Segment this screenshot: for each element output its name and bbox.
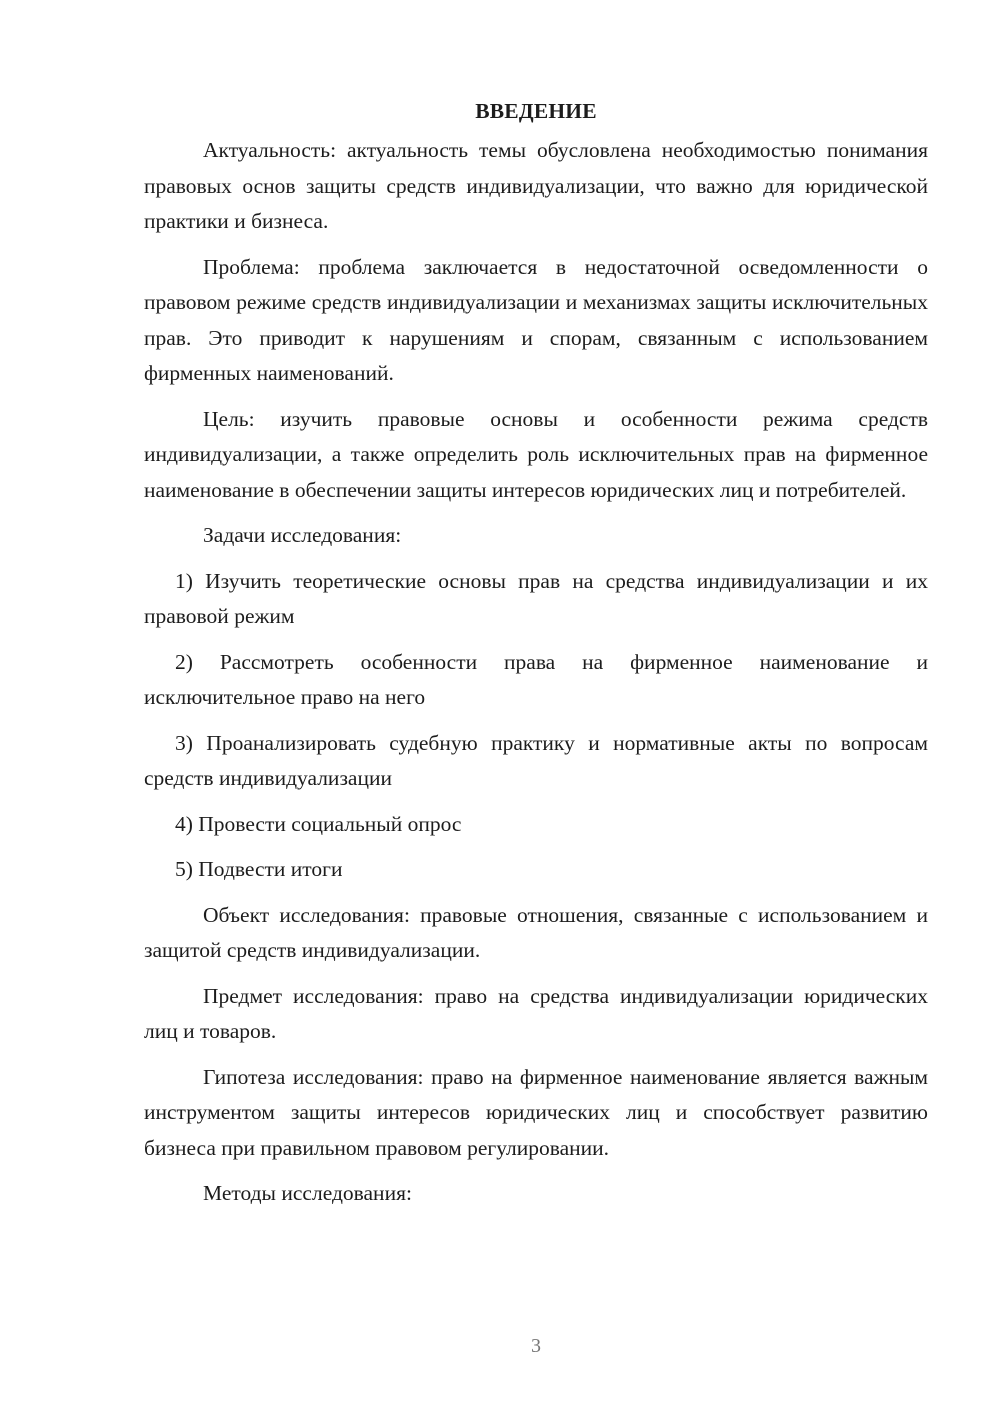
paragraph-subject: Предмет исследования: право на средства индивидуализации юридических лиц и товаров. [144, 983, 928, 1043]
paragraph-methods-heading: Методы исследования: [203, 1181, 412, 1205]
page-number: 3 [531, 1335, 541, 1357]
paragraph-problem: Проблема: проблема заключается в недостаточной осведомленности о правовом режиме средств индивидуализации и механизмах защиты исключительных прав. Это приводит к нарушениям и спорам, связанным с использованием фирменных наименований. [144, 254, 928, 385]
section-title: ВВЕДЕНИЕ [475, 99, 597, 123]
paragraph-tasks-heading: Задачи исследования: [203, 523, 402, 547]
paragraph-relevance: Актуальность: актуальность темы обусловлена необходимостью понимания правовых основ защиты средств индивидуализации, что важно для юридической практики и бизнеса. [144, 138, 928, 233]
paragraph-object: Объект исследования: правовые отношения, связанные с использованием и защитой средств индивидуализации. [144, 902, 928, 962]
paragraph-goal: Цель: изучить правовые основы и особенности режима средств индивидуализации, а также определить роль исключительных прав на фирменное наименование в обеспечении защиты интересов юридических лиц и потребителей. [144, 406, 928, 502]
task-item-2: 2) Рассмотреть особенности права на фирменное наименование и исключительное право на него [144, 649, 928, 709]
task-item-4: 4) Провести социальный опрос [175, 811, 462, 836]
paragraph-hypothesis: Гипотеза исследования: право на фирменное наименование является важным инструментом защиты интересов юридических лиц и способствует развитию бизнеса при правильном правовом регулировании. [144, 1064, 928, 1160]
task-item-5: 5) Подвести итоги [175, 857, 343, 881]
task-item-3: 3) Проанализировать судебную практику и нормативные акты по вопросам средств индивидуализации [144, 730, 928, 790]
document-page [144, 96, 928, 1222]
task-item-1: 1) Изучить теоретические основы прав на средства индивидуализации и их правовой режим [144, 568, 928, 628]
